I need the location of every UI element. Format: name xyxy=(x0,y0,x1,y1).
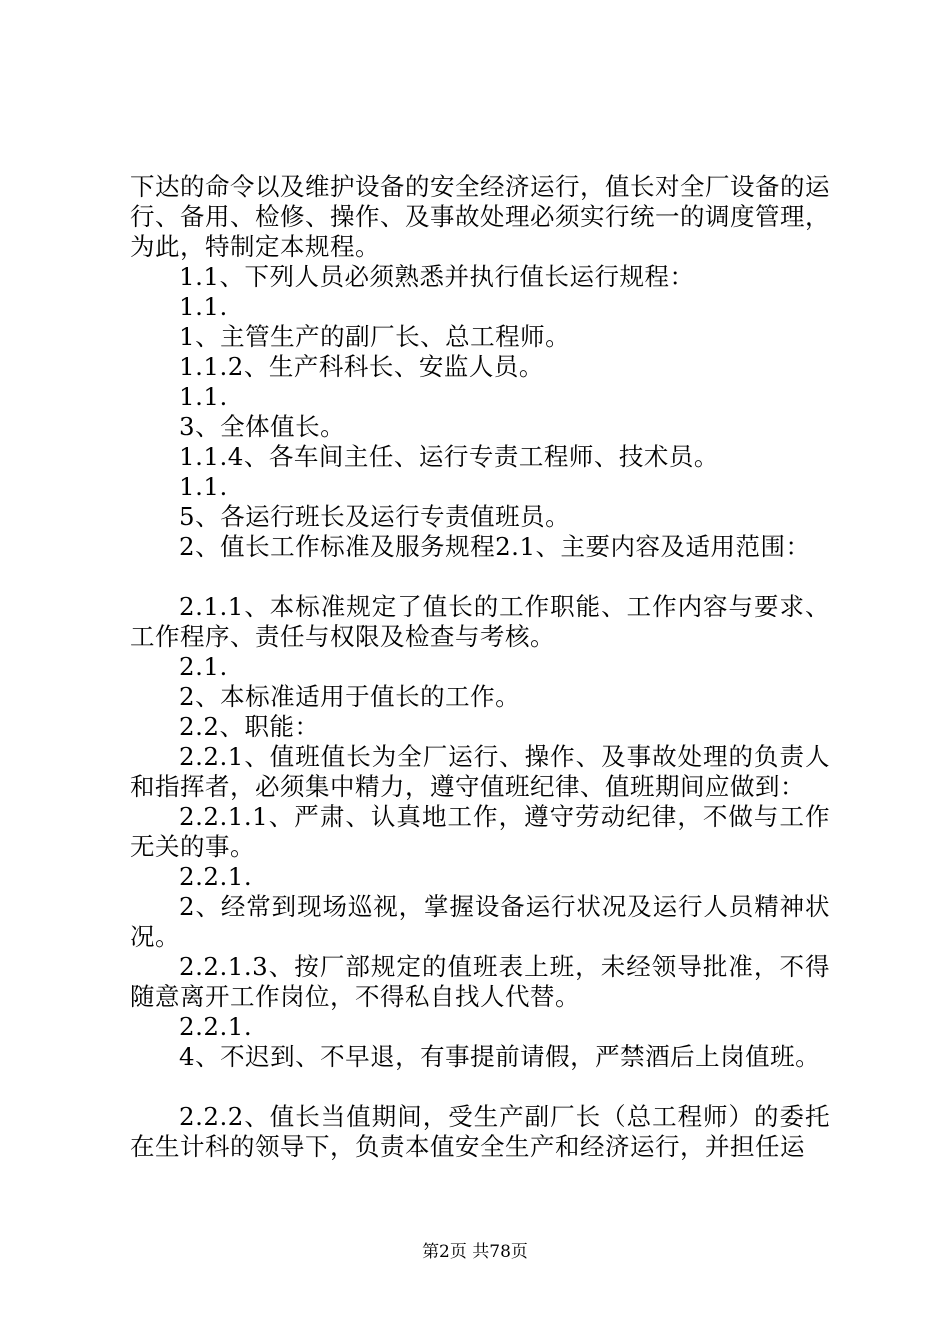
body-paragraph: 1.1.2、生产科科长、安监人员。 xyxy=(179,352,544,381)
body-paragraph: 2.2.1.3、按厂部规定的值班表上班，未经领导批准，不得随意离开工作岗位，不得私自找人代替。 xyxy=(130,952,830,1011)
body-paragraph: 2、值长工作标准及服务规程2.1、主要内容及适用范围： xyxy=(179,532,811,561)
body-paragraph: 2.2.1、值班值长为全厂运行、操作、及事故处理的负责人和指挥者，必须集中精力，遵守值班纪律、值班期间应做到： xyxy=(130,742,830,801)
page-footer: 第2页 共78页 xyxy=(422,1242,528,1262)
body-paragraph: 1、主管生产的副厂长、总工程师。 xyxy=(179,322,571,351)
body-paragraph: 2、本标准适用于值长的工作。 xyxy=(179,682,521,711)
document-body xyxy=(130,172,830,1162)
body-paragraph: 下达的命令以及维护设备的安全经济运行，值长对全厂设备的运行、备用、检修、操作、及事故处理必须实行统一的调度管理，为此，特制定本规程。 xyxy=(130,172,830,261)
body-paragraph: 1.1、下列人员必须熟悉并执行值长运行规程： xyxy=(179,262,695,291)
body-paragraph: 2.1.1、本标准规定了值长的工作职能、工作内容与要求、工作程序、责任与权限及检查与考核。 xyxy=(130,592,830,651)
body-paragraph: 1.1. xyxy=(179,472,228,501)
body-paragraph: 2.2.1. xyxy=(179,862,253,891)
body-paragraph: 5、各运行班长及运行专责值班员。 xyxy=(179,502,571,531)
body-paragraph: 1.1.4、各车间主任、运行专责工程师、技术员。 xyxy=(179,442,719,471)
body-paragraph: 1.1. xyxy=(179,382,228,411)
body-paragraph: 2.2.1. xyxy=(179,1012,253,1041)
body-paragraph: 2.2.1.1、严肃、认真地工作，遵守劳动纪律，不做与工作无关的事。 xyxy=(130,802,830,861)
body-paragraph: 1.1. xyxy=(179,292,228,321)
body-paragraph: 3、全体值长。 xyxy=(179,412,346,441)
body-paragraph: 2.1. xyxy=(179,652,228,681)
body-paragraph: 2.2.2、值长当值期间，受生产副厂长（总工程师）的委托在生计科的领导下，负责本值安全生产和经济运行，并担任运 xyxy=(130,1102,830,1161)
body-paragraph: 2.2、职能： xyxy=(179,712,320,741)
body-paragraph: 2、经常到现场巡视，掌握设备运行状况及运行人员精神状况。 xyxy=(130,892,830,951)
body-paragraph: 4、不迟到、不早退，有事提前请假，严禁酒后上岗值班。 xyxy=(179,1042,821,1071)
